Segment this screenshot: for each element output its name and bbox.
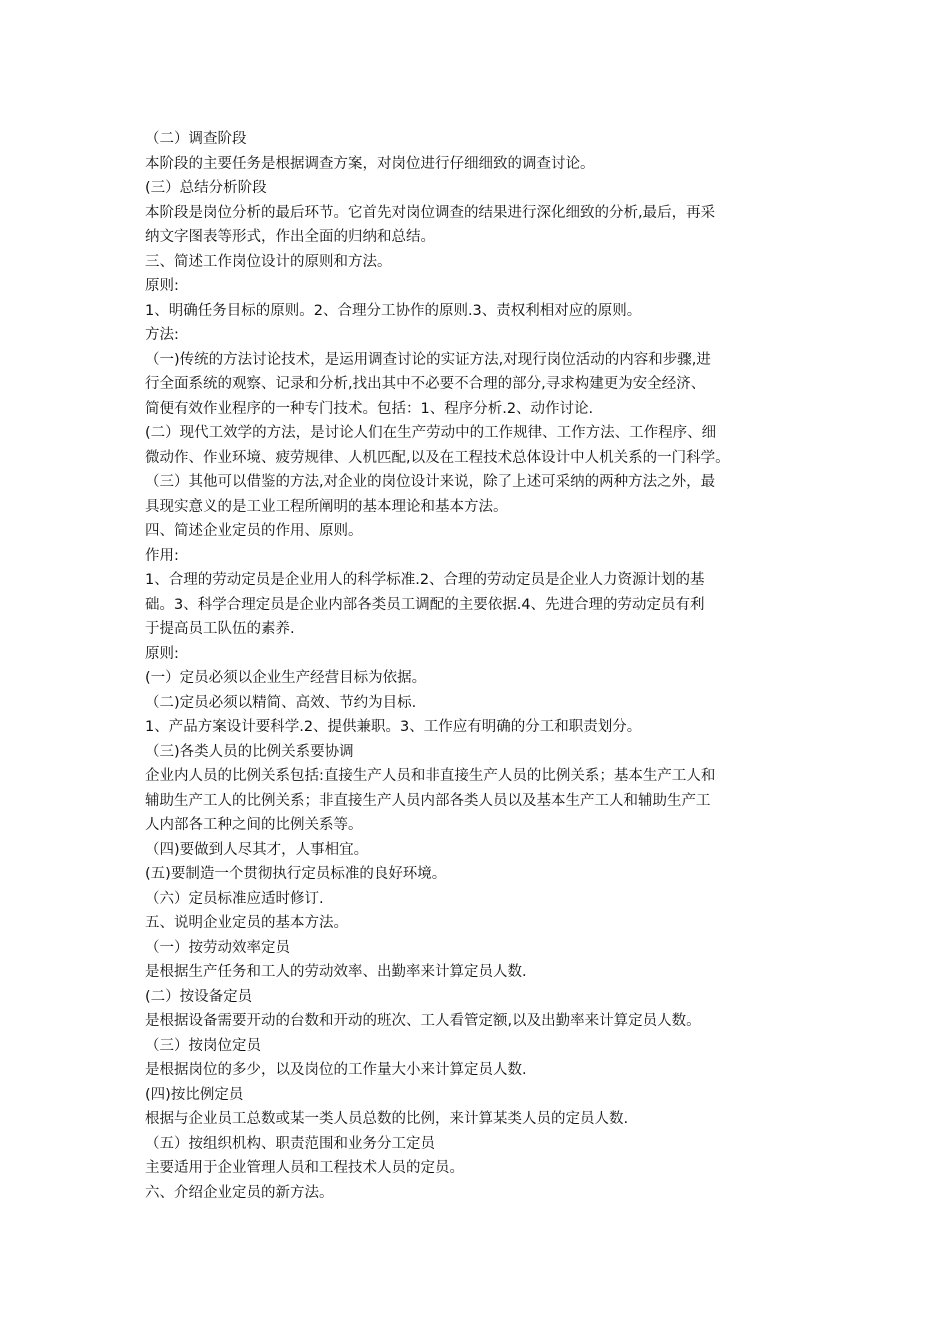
paragraph-line: 具现实意义的是工业工程所阐明的基本理论和基本方法。 <box>145 498 508 515</box>
paragraph-line: 行全面系统的观察、记录和分析,找出其中不必要不合理的部分,寻求构建更为安全经济、 <box>145 376 706 392</box>
question-heading: 三、简述工作岗位设计的原则和方法。 <box>145 253 392 270</box>
subheading: 作用: <box>145 547 179 564</box>
subheading: 原则: <box>145 278 179 294</box>
paragraph-line: （三）其他可以借鉴的方法,对企业的岗位设计来说，除了上述可采纳的两种方法之外，最 <box>145 474 716 490</box>
paragraph-line: 简便有效作业程序的一种专门技术。包括：1、程序分析.2、动作讨论. <box>145 400 594 417</box>
list-item: (四)按比例定员 <box>145 1086 244 1103</box>
list-item: (二）按设备定员 <box>145 988 253 1005</box>
paragraph-line: (二）现代工效学的方法，是讨论人们在生产劳动中的工作规律、工作方法、工作程序、细 <box>145 425 717 441</box>
paragraph-line: 人内部各工种之间的比例关系等。 <box>145 817 363 833</box>
list-item: （四)要做到人尽其才，人事相宜。 <box>145 841 369 858</box>
paragraph-line: 本阶段是岗位分析的最后环节。它首先对岗位调查的结果进行深化细致的分析,最后，再采 <box>145 204 716 221</box>
list-item: （二)定员必须以精简、高效、节约为目标. <box>145 694 417 711</box>
paragraph-line: 1、产品方案设计要科学.2、提供兼职。3、工作应有明确的分工和职责划分。 <box>145 719 642 735</box>
paragraph-line: 根据与企业员工总数或某一类人员总数的比例，来计算某类人员的定员人数. <box>145 1111 629 1127</box>
section-heading: （二）调查阶段 <box>145 131 247 147</box>
list-item: （一）按劳动效率定员 <box>145 939 290 956</box>
question-heading: 五、说明企业定员的基本方法。 <box>145 915 348 931</box>
paragraph-line: 辅助生产工人的比例关系；非直接生产人员内部各类人员以及基本生产工人和辅助生产工 <box>145 792 711 809</box>
paragraph-line: （一)传统的方法讨论技术，是运用调查讨论的实证方法,对现行岗位活动的内容和步骤,进 <box>145 351 711 368</box>
paragraph-line: 础。3、科学合理定员是企业内部各类员工调配的主要依据.4、先进合理的劳动定员有利 <box>145 596 705 613</box>
list-item: （五）按组织机构、职责范围和业务分工定员 <box>145 1135 435 1152</box>
list-item: (五)要制造一个贯彻执行定员标准的良好环境。 <box>145 866 447 882</box>
paragraph-line: 企业内人员的比例关系包括:直接生产人员和非直接生产人员的比例关系；基本生产工人和 <box>145 768 716 784</box>
paragraph-line: 纳文字图表等形式，作出全面的归纳和总结。 <box>145 229 435 245</box>
paragraph-line: 主要适用于企业管理人员和工程技术人员的定员。 <box>145 1160 464 1176</box>
paragraph-line: 是根据生产任务和工人的劳动效率、出勤率来计算定员人数. <box>145 964 527 980</box>
question-heading: 四、简述企业定员的作用、原则。 <box>145 523 363 539</box>
paragraph-line: 1、明确任务目标的原则。2、合理分工协作的原则.3、责权利相对应的原则。 <box>145 302 642 319</box>
list-item: （三)各类人员的比例关系要协调 <box>145 743 354 760</box>
list-item: （六）定员标准应适时修订. <box>145 890 324 907</box>
paragraph-line: 1、合理的劳动定员是企业用人的科学标准.2、合理的劳动定员是企业人力资源计划的基 <box>145 572 705 588</box>
paragraph-line: 是根据设备需要开动的台数和开动的班次、工人看管定额,以及出勤率来计算定员人数。 <box>145 1013 701 1029</box>
paragraph-line: 是根据岗位的多少，以及岗位的工作量大小来计算定员人数. <box>145 1062 527 1078</box>
question-heading: 六、介绍企业定员的新方法。 <box>145 1184 334 1201</box>
paragraph-line: 微动作、作业环境、疲劳规律、人机匹配,以及在工程技术总体设计中人机关系的一门科学。 <box>145 449 730 466</box>
document-body <box>145 127 825 1205</box>
paragraph-line: 本阶段的主要任务是根据调查方案，对岗位进行仔细细致的调查讨论。 <box>145 155 595 172</box>
list-item: （三）按岗位定员 <box>145 1037 261 1054</box>
section-heading: (三）总结分析阶段 <box>145 180 267 196</box>
list-item: (一）定员必须以企业生产经营目标为依据。 <box>145 670 427 686</box>
paragraph-line: 于提高员工队伍的素养. <box>145 621 295 637</box>
subheading: 原则: <box>145 645 179 662</box>
subheading: 方法: <box>145 327 179 343</box>
